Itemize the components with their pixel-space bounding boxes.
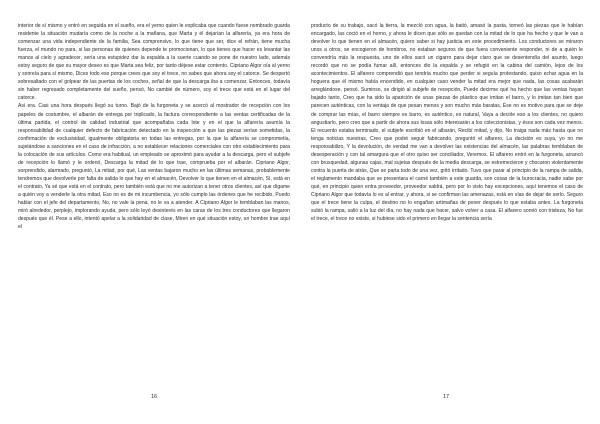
right-page [311, 22, 583, 382]
left-page-text: interior de sí mismo y entró en seguida en el sueño, era el yerno quien le explicaba que cuando fuese nombrado guarda residente la situación mudaría como de la noche a la mañana, que Marta y él dejarían la alfarería, ya era hora de comenzar una vida independiente de la familia, Sea comprensivo, lo que tiene que ser, dice el refrán, tiene mucha fuerza, el mundo no para, si las personas de quienes depende te promocionan, lo que tienes que hacer es levantar las manos al cielo y agradecer, sería una estupidez dar la espalda a la suerte cuando se pone de nuestro lado, además estoy seguro de que su mayor deseo es que Marta sea feliz, por tanto déjese estar contento. Cipriano Algor oía al yerno y sonreía para sí mismo, Dices todo eso porque crees que soy el trece, no sabes que ahora soy el catorce. Se despertó sobresaltado con el golpear de las puertas de los coches, señal de que la descarga iba a comenzar. Entonces, todavía sin haber regresado completamente del sueño, pensó, No cambié de número, soy el trece que está en el lugar del catorce. Así era. Casi una hora después llegó su turno. Bajó de la furgoneta y se acercó al mostrador de recepción con los papeles de costumbre, el albarán de entrega por triplicado, la factura correspondiente a las ventas certificadas de la última partida, el control de calidad industrial que acompañaba cada lote y en el que la alfarería asumía la responsabilidad de cualquier defecto de fabricación detectado en la inspección a que las piezas serían sometidas, la confirmación de exclusividad, igualmente obligatoria en todas las entregas, por la que la alfarería se comprometía, sujetándose a sanciones en el caso de infracción, a no establecer relaciones comerciales con otro establecimiento para la colocación de sus artículos. Como era habitual, un empleado se aproximó para ayudar a la descarga, pero el subjefe de recepción lo llamó y le ordenó, Descarga la mitad de lo que trae, comprueba por el albarán. Cipriano Algor, sorprendido, alarmado, preguntó, La mitad, por qué, Las ventas bajaron mucho en las últimas semanas, probablemente tendremos que devolverle por falta de salida lo que hay en el almacén, Devolver lo que tienen en el almacén, Sí, está en el contrato, Ya sé que está en el contrato, pero también está que no me autorizan a tener otros clientes, así que dígame a quién voy a venderle la otra mitad, Eso no es de mi incumbencia, yo sólo cumplo las órdenes que he recibido, Puedo hablar con el jefe del departamento, No, no vale la pena, no le va a atender. A Cipriano Algor le temblaban las manos, miró alrededor, perplejo, implorando ayuda, pero sólo leyó desinterés en las caras de los tres conductores que llegaron después que él. Pese a ello, intentó apelar a la solidaridad de clase, Miren en qué situación estoy, un hombre trae aquí el [18, 23, 290, 231]
left-page [18, 22, 290, 382]
left-page-number: 16 [151, 394, 158, 400]
right-page-text: producto de su trabajo, sacó la tierra, la mezcló con agua, la batió, amasó la pasta, torneó las piezas que le habían encargado, las coció en el horno, y ahora le dicen que sólo se quedan con la mitad de lo que ha hecho y que le van a devolver lo que tienen en el almacén, quiero saber si hay justicia en este procedimiento. Los conductores se miraron unos a otros, se encogieron de hombros, no estaban seguros de que fuera conveniente responder, ni de a quién le convendría más la respuesta, uno de ellos sacó un cigarro para dejar claro que se desentendía del asunto, luego recordó que no se podía fumar allí, entonces dio la espalda y se refugió en la cabina del camión, lejos de los acontecimientos. El alfarero comprendió que tendría mucho que perder si seguía protestando, quiso echar agua en la hoguera que él mismo había encendido, en cualquier caso vender la mitad era mejor que nada, las cosas acabarán arreglándose, pensó. Suminso, se dirigió al subjefe de recepción, Puede decirme qué ha hecho que las ventas hayan bajado tanto, Creo que ha sido la aparición de unas piezas de plástico que imitan el barro, y lo imitan tan bien que parecen auténticas, con la ventaja de que pesan menos y son mucho más baratas, Ése no es motivo para que se deje de comprar las mías, el barro siempre es barro, es auténtico, es natural, Vaya a decirle eso a los clientes, no quiero angustiarlo, pero creo que a partir de ahora sus losas sólo interesarán a los coleccionistas, y ésos son cada vez menos. El recuento estaba terminado, el subjefe escribió en el albarán, Recibí mitad, y dijo, No traiga nada más hasta que no tenga noticias nuestras, Creo que podré seguir fabricando, preguntó el alfarero, La decisión es suya, yo no me responsabilizo, Y la devolución, de verdad me van a devolver las existencias del almacén, las palabras temblaban de desesperación y con tal amargura que el otro quiso ser conciliador, Veremos. El alfarero entró en la furgoneta, arrancó con brusquedad, algunas cajas, mal sujetas después de la media descarga, se estremecieron y chocaron violentamente contra la puerta de atrás, Que se parta todo de una vez, gritó irritado. Tuvo que parar al principio de la rampa de salida, el reglamento mandaba que se presentara el carné también a este guarda, son cosas de la burocracia, nadie sabe por qué, en principio quien entra proveedor, proveedor saldrá, pero por lo visto hay excepciones, aquí tenemos el caso de Cipriano Algor que todavía lo es al entrar, y ahora, si se confirman las amenazas, está en vías de dejar de serlo. Seguro que el trece tiene la culpa, el destino no lo engañan artimañas de poner después lo que estaba antes. La furgoneta subió la rampa, salió a la luz del día, no hay nada que hacer, salvo volver a casa. El alfarero sonrió con tristeza, No fue el trece, el trece no existe, si hubiese sido el primero en llegar la sentencia sería [311, 23, 583, 223]
right-page-number: 17 [443, 394, 450, 400]
